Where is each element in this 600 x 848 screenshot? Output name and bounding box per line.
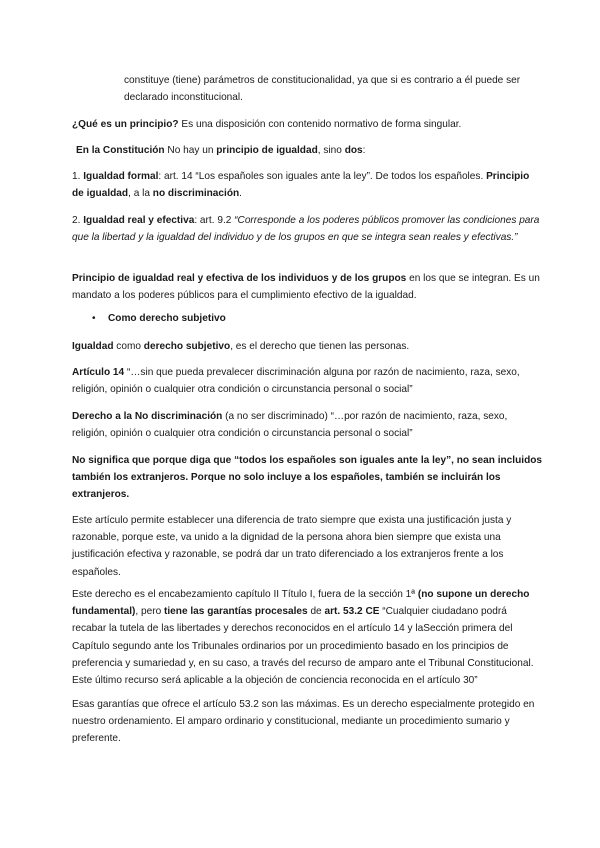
question-text: ¿Qué es un principio? [72,119,179,130]
paragraph-extranjeros [72,452,542,504]
bold-text: Principio de igualdad real y efectiva de los individuos y de los grupos [72,273,407,284]
bold-text: principio de igualdad [216,145,318,156]
text: , pero [135,606,164,618]
italic-quote: “Corresponde a los poderes públicos promover las condiciones para que la libertad y la igualdad del individuo y de los grupos en que se integra sean reales y efectivas.” [72,215,540,244]
list-number: 1. [72,171,84,182]
text: Este artículo permite establecer una diferencia de trato siempre que exista una justificación justa y razonable, porque este, va unido a la dignidad de la persona ahora bien siempre que exista una justificación efectiva y razonable, se podrá dar un trato diferenciado a los extranjeros frente a los españoles. [72,515,512,578]
text: , es el derecho que tienen las personas. [230,341,410,352]
text: como [113,341,144,352]
text: “Cualquier ciudadano podrá recabar la tutela de las libertades y derechos reconocidos en el artículo 14 y laSección primera del Capítulo segundo ante los Tribunales ordinarios por un procedimiento basado en los principios de preferencia y sumariedad y, en su caso, a través del recurso de amparo ante el Tribunal Constitucional. Este último recurso será aplicable a la objeción de conciencia reconocida en el artículo 30” [72,606,534,687]
text: No hay un [164,145,217,156]
paragraph-garantias [72,696,542,748]
bold-text: Derecho a la No discriminación [72,411,223,422]
text: en los que se integran. Es un mandato a los poderes públicos para el cumplimiento efectivo de la igualdad. [72,273,540,302]
paragraph-encabezamiento [72,586,542,689]
paragraph-continuation [124,72,544,106]
bold-text: (no supone un derecho fundamental) [72,589,530,618]
bold-text: tiene las garantías procesales [164,606,308,618]
text: Este derecho es el encabezamiento capítulo II Título I, fuera de la sección 1ª [72,589,418,600]
text: , sino [317,145,345,156]
bold-text: Igualdad [72,341,114,352]
bold-text: dos [344,145,363,156]
paragraph-derecho-subjetivo [72,338,542,355]
paragraph-text: constituye (tiene) parámetros de constitucionalidad, ya que si es contrario a él puede ser declarado inconstitucional. [124,75,521,104]
paragraph-igualdad-real [72,212,542,246]
text: Esas garantías que ofrece el artículo 53.2 son las máximas. Es un derecho especialmente protegido en nuestro ordenamiento. El amparo ordinario y constitucional, mediante un procedimiento sumario y preferente. [72,699,535,745]
list-number: 2. [72,215,84,226]
text: . [239,188,242,200]
bold-text: art. 53.2 CE [324,606,380,618]
bold-text: No significa que porque diga que “todos los españoles son iguales ante la ley”, no sean incluidos también los extranjeros. Porque no solo incluye a los españoles, también se incluirán los extranjeros. [72,455,543,501]
answer-text: Es una disposición con contenido normativo de forma singular. [178,119,462,130]
paragraph-principio-igualdad [72,270,542,304]
bullet-item [92,310,226,327]
bold-text: Igualdad real y efectiva [83,215,195,226]
bullet-icon: • [92,313,96,324]
bold-text: Igualdad formal [83,171,159,182]
paragraph-no-discriminacion [72,408,542,442]
text: : art. 9.2 [194,215,235,226]
paragraph-igualdad-formal [72,168,542,202]
paragraph-diferencia-trato [72,512,542,581]
paragraph-principio [72,116,542,133]
paragraph-articulo-14 [72,364,542,398]
bullet-label: Como derecho subjetivo [108,313,226,324]
text: (a no ser discriminado) “…por razón de nacimiento, raza, sexo, religión, opinión o cualquier otra condición o circunstancia personal o social” [72,411,508,440]
text: “…sin que pueda prevalecer discriminación alguna por razón de nacimiento, raza, sexo, religión, opinión o cualquier otra condición o circunstancia personal o social” [72,367,520,396]
bold-text: En la Constitución [76,145,165,156]
text: , a la [128,188,153,200]
bold-text: derecho subjetivo [143,341,231,352]
paragraph-constitucion [76,142,546,159]
text: : art. 14 “Los españoles son iguales ante la ley”. De todos los españoles. [158,171,487,182]
bold-text: Principio de igualdad [72,171,530,200]
bold-text: Artículo 14 [72,367,125,378]
text: : [362,145,366,156]
text: de [307,606,325,618]
bold-text: no discriminación [152,188,240,200]
